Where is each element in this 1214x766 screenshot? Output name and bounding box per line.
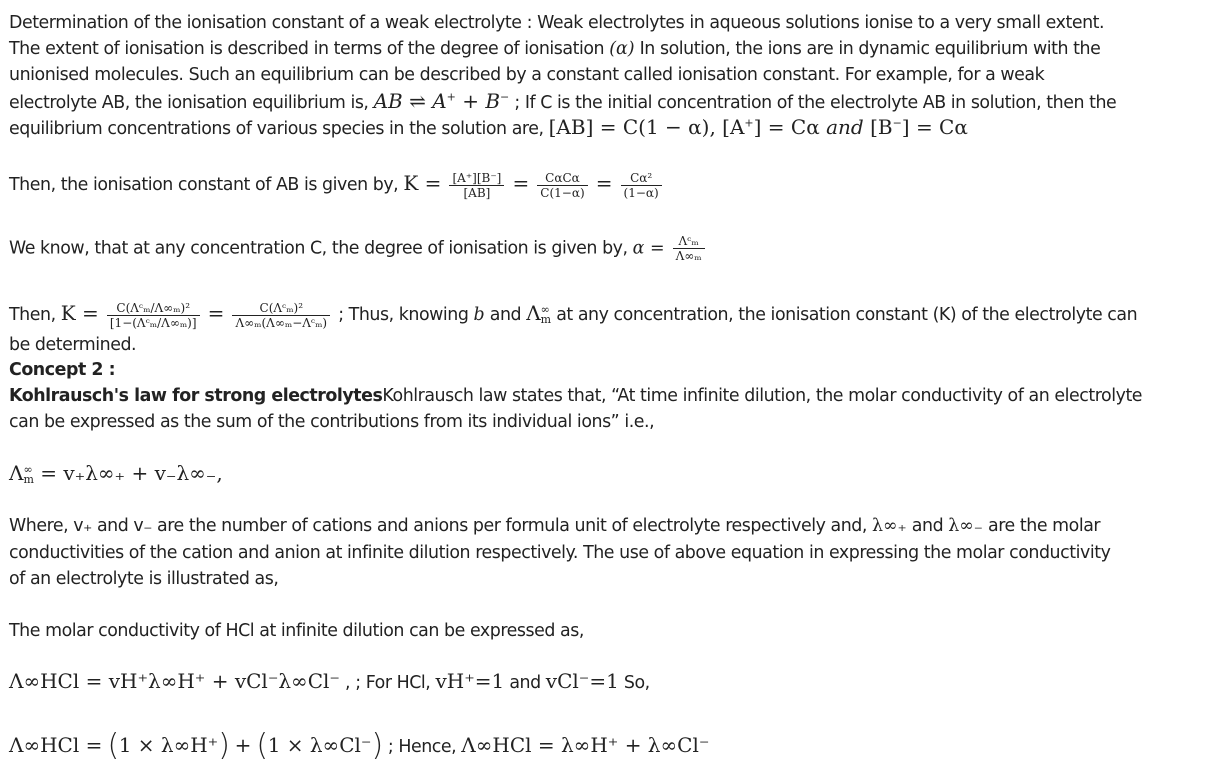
concentration-equation: [AB] = C(1 − α), [A+] = Cα and [B−] = Cα <box>548 115 968 139</box>
alpha-symbol: (α) <box>609 39 635 59</box>
hcl-molar-conductivity: Λ∞HCl = vH⁺λ∞H⁺ + vCl⁻λ∞Cl⁻ <box>9 669 340 693</box>
intro-line-5 <box>9 114 1209 142</box>
body-text: Kohlrausch law states that, “At time infinite dilution, the molar conductivity of an electrolyte <box>382 386 1143 406</box>
equals-sign: = <box>595 171 613 195</box>
kohlrausch-equation: Λ ∞ m = v₊λ∞₊ + v₋λ∞₋, <box>9 461 223 486</box>
intro-text: ; If C is the initial concentration of the electrolyte AB in solution, then the <box>514 93 1117 113</box>
hcl-lhs: Λ∞HCl = <box>9 733 103 757</box>
lambda-plus: λ∞₊ <box>872 516 907 536</box>
v-h-plus: vH⁺=1 <box>435 669 505 693</box>
body-text: We know, that at any concentration C, the degree of ionisation is given by, <box>9 238 628 259</box>
intro-text: equilibrium concentrations of various species in the solution are, <box>9 119 544 139</box>
body-text: be determined. <box>9 335 137 355</box>
equilibrium-equation: AB ⇌ A+ + B− <box>373 89 510 113</box>
k-derivation-line-2 <box>9 332 1209 358</box>
degree-ionisation-line <box>9 234 1209 263</box>
body-text: Then, <box>9 305 56 325</box>
ionisation-constant-line <box>9 170 1209 200</box>
intro-text: unionised molecules. Such an equilibrium can be described by a constant called ionisation constant. For example, for a weak <box>9 65 1045 85</box>
body-text: and <box>911 516 944 536</box>
fraction-2: $\frac{\text{CαCα}}{C(1-\alpha)}$ <box>537 171 587 200</box>
plus-sign: + <box>234 733 252 757</box>
intro-line-3 <box>9 62 1209 88</box>
body-text: can be expressed as the sum of the contributions from its individual ions” i.e., <box>9 412 655 432</box>
k-symbol: K = <box>403 171 442 195</box>
alpha-equation: α = <box>632 238 665 259</box>
k-fraction-2: $\frac{\text{C(Λᶜₘ)²}}{\text{Λ∞ₘ(Λ∞ₘ−Λᶜₘ)}}$ <box>232 301 330 330</box>
body-text: are the molar <box>988 516 1101 536</box>
intro-line-1 <box>9 10 1209 36</box>
k-derivation-line <box>9 300 1209 330</box>
equals-sign: = <box>512 171 530 195</box>
k-fraction-1: $\frac{\text{C(Λᶜₘ/Λ∞ₘ)²}}{\text{[1−(Λᶜₘ/Λ∞ₘ)]}}$ <box>107 301 200 330</box>
body-text: , ; For HCl, <box>345 673 431 693</box>
lambda-m-inf: Λ ∞ m <box>526 301 552 326</box>
concept-line-1 <box>9 383 1209 409</box>
body-text: Where, v₊ and v₋ are the number of cations and anions per formula unit of electrolyte respectively and, <box>9 516 867 536</box>
equals-sign: = <box>207 301 225 325</box>
hcl-intro <box>9 618 1209 644</box>
body-text: The molar conductivity of HCl at infinite dilution can be expressed as, <box>9 621 584 641</box>
where-line-1 <box>9 513 1209 539</box>
intro-text: Determination of the ionisation constant of a weak electrolyte : Weak electrolytes in aqueous solutions ionise to a very small extent. <box>9 13 1105 33</box>
intro-text: electrolyte AB, the ionisation equilibrium is, <box>9 93 369 113</box>
kohlrausch-title: Kohlrausch's law for strong electrolytes <box>9 386 383 406</box>
intro-line-4 <box>9 88 1209 116</box>
b-symbol: b <box>473 305 485 325</box>
body-text: and <box>489 305 522 325</box>
fraction-1: $\frac{[A^+][B^-]}{[AB]}$ <box>449 171 504 200</box>
k-symbol: K = <box>60 301 99 325</box>
hcl-equation-2: Λ∞HCl = (1 × λ∞H⁺) + (1 × λ∞Cl⁻) ; Hence, Λ∞HCl = λ∞H⁺ + λ∞Cl⁻ <box>9 728 710 763</box>
where-line-3 <box>9 566 1209 592</box>
intro-text: In solution, the ions are in dynamic equilibrium with the <box>639 39 1101 59</box>
concept-heading: Concept 2 : <box>9 360 116 380</box>
body-text: conductivities of the cation and anion at infinite dilution respectively. The use of above equation in expressing the molar conductivity <box>9 543 1111 563</box>
lambda-minus: λ∞₋ <box>948 516 983 536</box>
alpha-fraction: $\frac{\text{Λᶜₘ}}{\text{Λ∞ₘ}}$ <box>673 234 705 263</box>
body-text: Then, the ionisation constant of AB is given by, <box>9 175 399 195</box>
body-text: So, <box>623 673 650 693</box>
hcl-equation-1 <box>9 668 1209 696</box>
body-text: at any concentration, the ionisation constant (K) of the electrolyte can <box>556 305 1138 325</box>
fraction-3: $\frac{\text{Cα²}}{(1-\alpha)}$ <box>621 171 662 200</box>
v-cl-minus: vCl⁻=1 <box>545 669 619 693</box>
intro-line-2 <box>9 36 1209 62</box>
cl-minus-term: 1 × λ∞Cl⁻ <box>267 733 372 757</box>
body-text: ; Hence, <box>387 737 457 757</box>
body-text: and <box>509 673 541 693</box>
hcl-result: Λ∞HCl = λ∞H⁺ + λ∞Cl⁻ <box>461 733 710 757</box>
h-plus-term: 1 × λ∞H⁺ <box>118 733 219 757</box>
body-text: ; Thus, knowing <box>338 305 469 325</box>
intro-text: The extent of ionisation is described in terms of the degree of ionisation <box>9 39 605 59</box>
body-text: of an electrolyte is illustrated as, <box>9 569 279 589</box>
concept-line-2 <box>9 409 1209 435</box>
where-line-2 <box>9 540 1209 566</box>
